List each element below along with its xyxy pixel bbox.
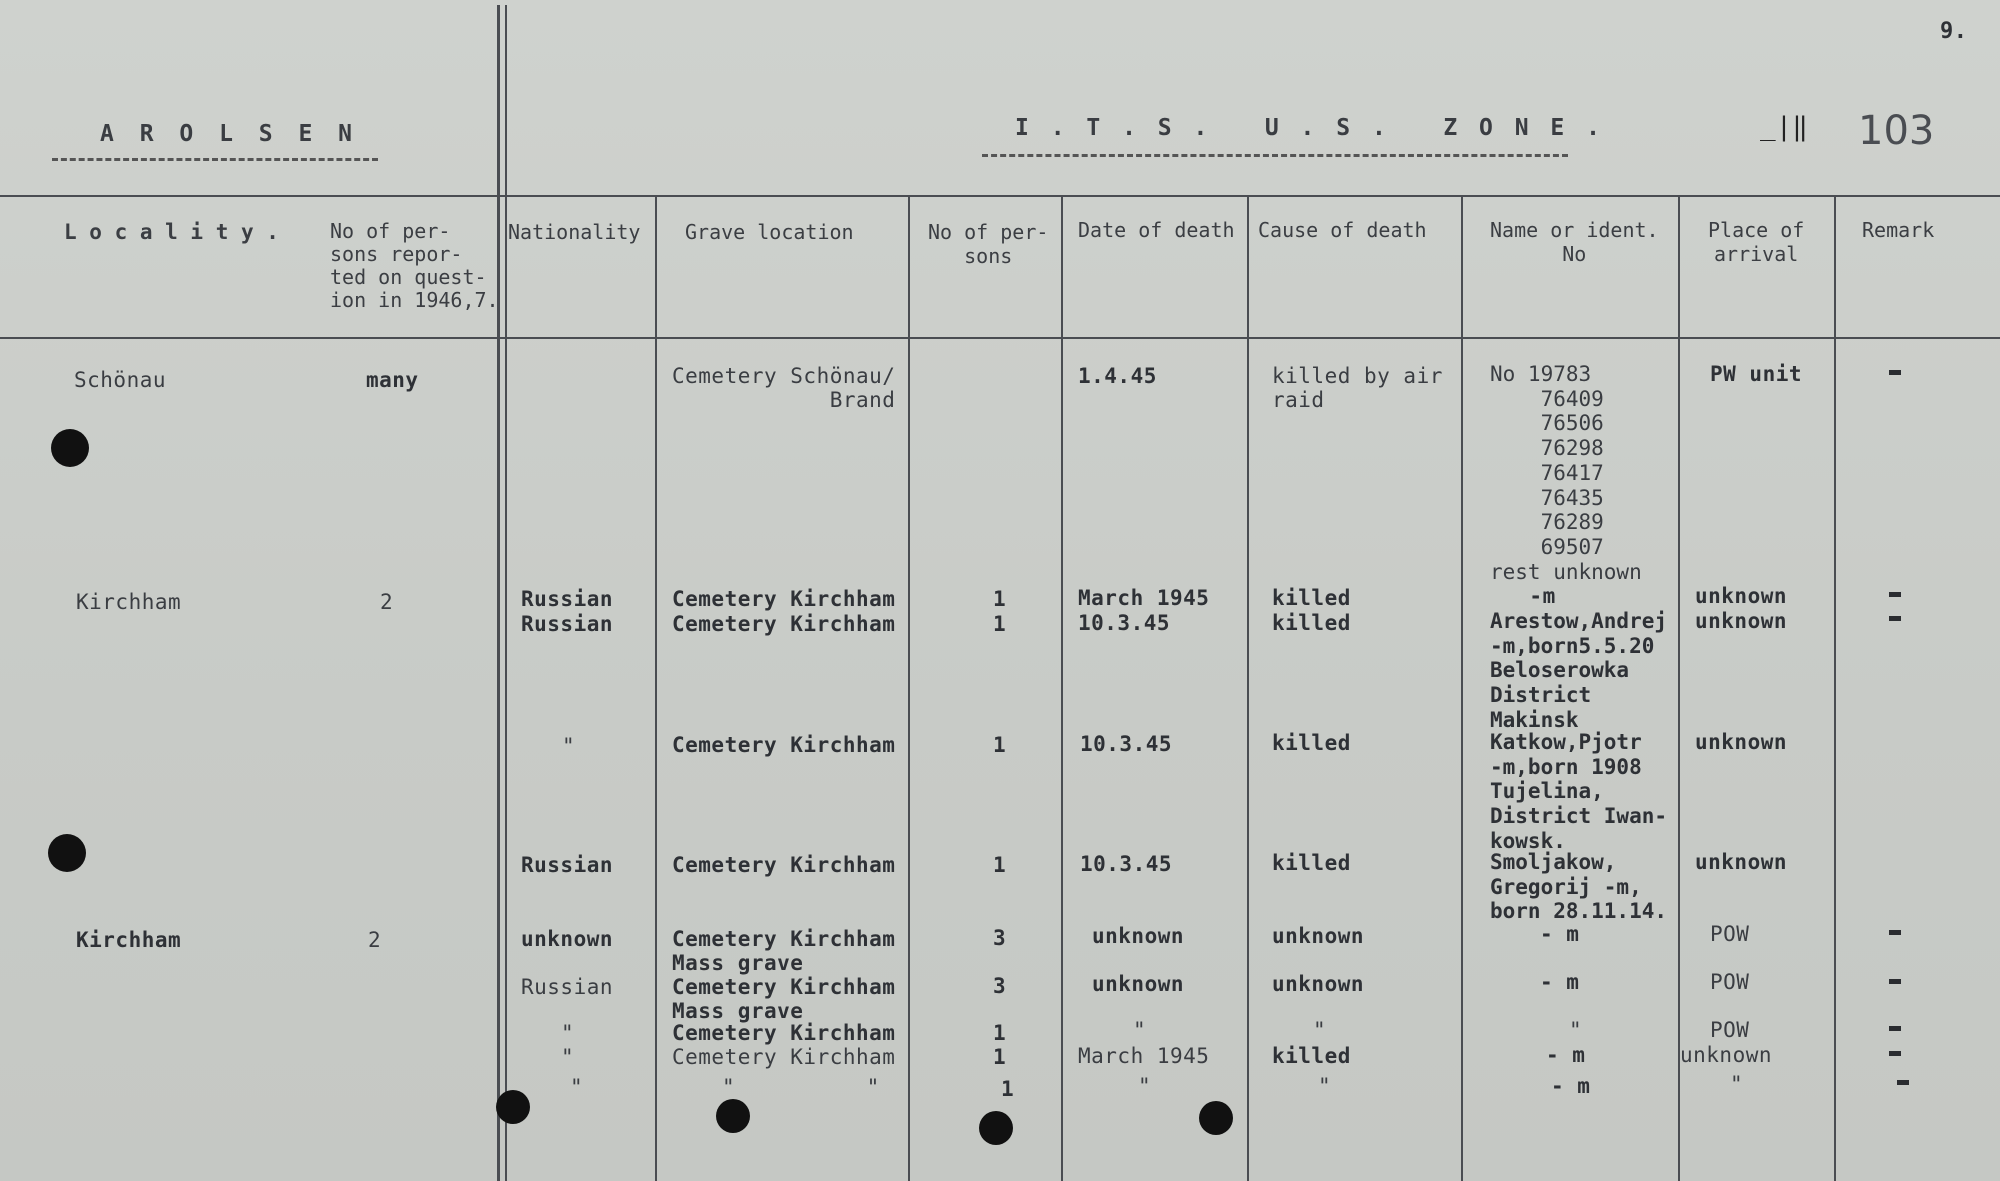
cell-grave-location: " ": [722, 1075, 880, 1099]
col-header-persons-reported: No of per- sons repor- ted on quest- ion in 1946,7.: [330, 219, 499, 312]
cell-persons-reported: 2: [368, 928, 382, 952]
cell-ident: - m: [1546, 1043, 1586, 1067]
punch-hole: [496, 1090, 530, 1124]
cell-arrival: unknown: [1695, 730, 1788, 754]
cell-persons: 1: [993, 1021, 1007, 1045]
cell-cause: killed: [1272, 1044, 1351, 1068]
cell-date: March 1945: [1078, 1044, 1210, 1068]
punch-hole: [48, 834, 86, 872]
cell-arrival: ": [1730, 1072, 1744, 1096]
punch-hole: [51, 429, 89, 467]
cell-arrival: POW: [1710, 1018, 1750, 1042]
cell-nationality: Russian: [521, 853, 614, 877]
cell-ident: - m: [1540, 970, 1580, 994]
cell-date: 1.4.45: [1078, 364, 1157, 388]
column-rule: [1461, 195, 1463, 1181]
cell-cause: killed: [1272, 851, 1351, 875]
col-header-remark: Remark: [1862, 218, 1935, 242]
col-header-place-arrival: Place of arrival: [1708, 218, 1805, 266]
cell-cause: killed: [1272, 586, 1351, 610]
col-header-date-of-death: Date of death: [1078, 218, 1235, 242]
zone-underline: [982, 154, 1568, 157]
cell-persons: 3: [993, 926, 1007, 950]
remark-mark: [1889, 370, 1901, 375]
cell-grave-location: Cemetery Kirchham Mass grave: [672, 975, 896, 1023]
cell-nationality: unknown: [521, 927, 614, 951]
remark-mark: [1889, 1026, 1901, 1031]
cell-date: ": [1133, 1018, 1147, 1042]
cell-ident: Katkow,Pjotr -m,born 1908 Tujelina, District Iwan- kowsk.: [1490, 730, 1668, 853]
cell-date: 10.3.45: [1080, 732, 1173, 756]
cell-grave-location: Cemetery Kirchham: [672, 612, 896, 636]
cell-nationality: ": [561, 1045, 575, 1069]
punch-hole: [979, 1111, 1013, 1145]
remark-mark: [1889, 616, 1901, 621]
cell-nationality: Russian: [521, 587, 614, 611]
cell-nationality: ": [561, 1021, 575, 1045]
cell-persons: 1: [1001, 1077, 1015, 1101]
column-rule: [497, 5, 500, 1181]
cell-persons: 3: [993, 974, 1007, 998]
cell-grave-location: Cemetery Kirchham: [672, 733, 896, 757]
column-rule: [908, 195, 910, 1181]
col-header-cause-of-death: Cause of death: [1258, 218, 1427, 242]
cell-grave-location: Cemetery Kirchham: [672, 853, 896, 877]
column-rule: [1834, 195, 1836, 1181]
cell-persons: 1: [993, 733, 1007, 757]
corner-number: 9.: [1940, 19, 1968, 44]
remark-mark: [1897, 1080, 1909, 1085]
cell-cause: killed: [1272, 611, 1351, 635]
cell-ident: -m: [1490, 584, 1556, 608]
title-underline: [52, 158, 378, 161]
cell-date: unknown: [1092, 972, 1185, 996]
cell-arrival: POW: [1710, 970, 1750, 994]
cell-cause: ": [1318, 1074, 1332, 1098]
cell-persons: 1: [993, 587, 1007, 611]
cell-nationality: ": [562, 734, 576, 758]
cell-date: March 1945: [1078, 586, 1210, 610]
col-header-grave-location: Grave location: [685, 220, 854, 244]
cell-arrival: unknown: [1695, 850, 1788, 874]
cell-persons-reported: 2: [380, 590, 394, 614]
col-header-no-persons: No of per- sons: [928, 220, 1049, 268]
cell-grave-location: Cemetery Kirchham: [672, 1045, 896, 1069]
punch-hole: [716, 1099, 750, 1133]
column-rule: [505, 5, 507, 1181]
column-rule: [1247, 195, 1249, 1181]
cell-locality: Kirchham: [76, 590, 182, 614]
remark-mark: [1889, 979, 1901, 984]
cell-grave-location: Cemetery Kirchham: [672, 1021, 896, 1045]
cell-nationality: Russian: [521, 612, 614, 636]
cell-grave-location: Cemetery Kirchham: [672, 587, 896, 611]
cell-grave-location: Cemetery Schönau/ Brand: [672, 364, 896, 412]
cell-arrival: POW: [1710, 922, 1750, 946]
cell-ident: ": [1569, 1018, 1583, 1042]
remark-mark: [1889, 1051, 1901, 1056]
cell-cause: killed by air raid: [1272, 364, 1443, 412]
cell-date: 10.3.45: [1080, 852, 1173, 876]
cell-locality: Kirchham: [76, 928, 182, 952]
cell-date: ": [1138, 1074, 1152, 1098]
cell-persons-reported: many: [366, 368, 419, 392]
cell-grave-location: Cemetery Kirchham Mass grave: [672, 927, 896, 975]
cell-ident: Arestow,Andrej -m,born5.5.20 Beloserowka District Makinsk: [1490, 609, 1668, 732]
cell-persons: 1: [993, 853, 1007, 877]
zone-title: I . T . S . U . S . Z O N E .: [1015, 115, 1604, 141]
cell-date: 10.3.45: [1078, 611, 1171, 635]
header-top-rule: [0, 195, 2000, 197]
col-header-name-ident: Name or ident. No: [1490, 218, 1659, 266]
cell-arrival: unknown: [1680, 1043, 1773, 1067]
cell-persons: 1: [993, 612, 1007, 636]
cell-ident: Smoljakow, Gregorij -m, born 28.11.14.: [1490, 850, 1668, 924]
cell-cause: unknown: [1272, 924, 1365, 948]
column-rule: [1678, 195, 1680, 1181]
card-number: 103: [1858, 108, 1935, 154]
cell-nationality: ": [570, 1075, 584, 1099]
cell-arrival: unknown: [1695, 609, 1788, 633]
col-header-locality: L o c a l i t y .: [64, 220, 279, 244]
punch-hole: [1199, 1101, 1233, 1135]
remark-mark: [1889, 592, 1901, 597]
cell-cause: ": [1313, 1018, 1327, 1042]
cell-ident: - m: [1540, 922, 1580, 946]
cell-date: unknown: [1092, 924, 1185, 948]
cell-cause: killed: [1272, 731, 1351, 755]
cell-arrival: PW unit: [1710, 362, 1803, 386]
cell-nationality: Russian: [521, 975, 614, 999]
cell-cause: unknown: [1272, 972, 1365, 996]
cell-ident: No 19783 76409 76506 76298 76417 76435 76289 69507 rest unknown: [1490, 362, 1642, 584]
column-rule: [1061, 195, 1063, 1181]
corner-mark: _|‖: [1760, 112, 1809, 142]
archive-title: A R O L S E N: [100, 121, 359, 147]
remark-mark: [1889, 930, 1901, 935]
column-rule: [655, 195, 657, 1181]
cell-locality: Schönau: [74, 368, 167, 392]
col-header-nationality: Nationality: [508, 220, 641, 244]
cell-arrival: unknown: [1695, 584, 1788, 608]
cell-ident: - m: [1551, 1074, 1591, 1098]
cell-persons: 1: [993, 1045, 1007, 1069]
header-bottom-rule: [0, 337, 2000, 339]
